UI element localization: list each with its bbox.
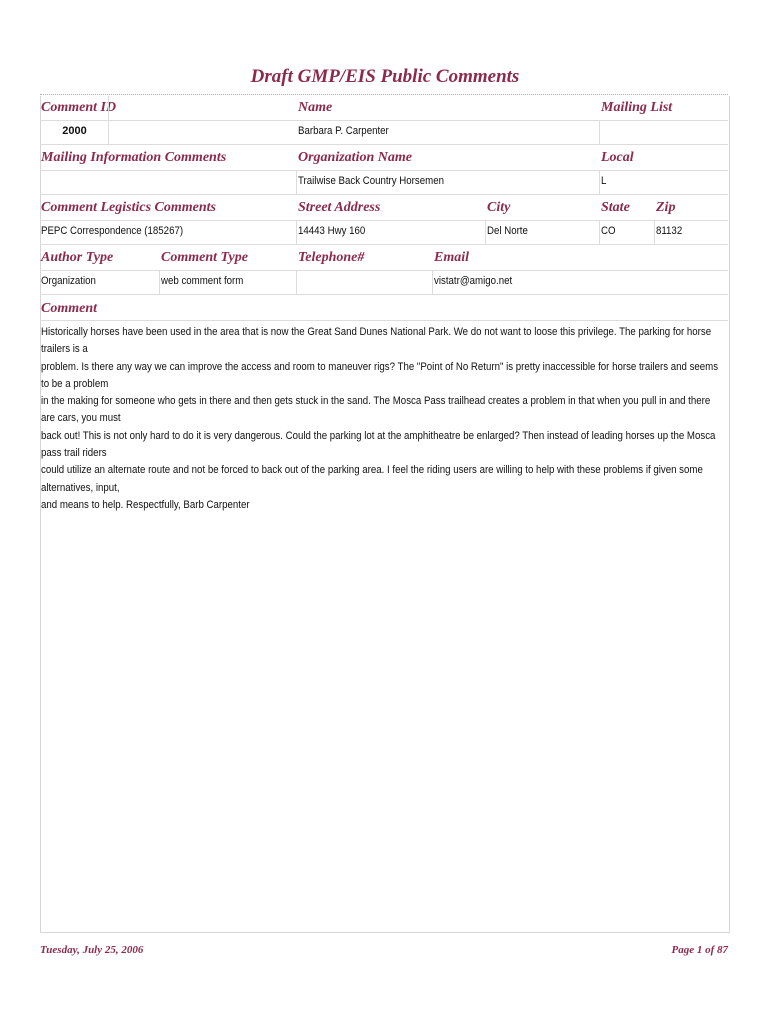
row-divider bbox=[40, 194, 728, 195]
comment-line: and means to help. Respectfully, Barb Carpenter bbox=[41, 498, 250, 511]
comment-logistics-label: Comment Legistics Comments bbox=[41, 200, 217, 215]
comment-id-label: Comment ID bbox=[41, 100, 117, 115]
telephone-label: Telephone# bbox=[298, 250, 365, 265]
comment-type-value: web comment form bbox=[161, 275, 244, 287]
column-divider bbox=[654, 220, 655, 244]
comment-line: Historically horses have been used in the area that is now the Great Sand Dunes National Park. We do not want to loose this privilege. The parking for horse trailers is a bbox=[41, 326, 712, 356]
city-value: Del Norte bbox=[487, 225, 528, 237]
street-address-label: Street Address bbox=[298, 200, 381, 215]
comment-label: Comment bbox=[41, 301, 98, 316]
email-label: Email bbox=[434, 250, 470, 265]
name-value: Barbara P. Carpenter bbox=[298, 125, 389, 137]
column-divider bbox=[599, 120, 600, 144]
local-label: Local bbox=[601, 150, 634, 165]
comment-body bbox=[41, 324, 724, 514]
street-address-value: 14443 Hwy 160 bbox=[298, 225, 366, 237]
title-divider bbox=[40, 94, 728, 95]
column-divider bbox=[485, 220, 486, 244]
column-divider bbox=[599, 170, 600, 194]
comment-line: problem. Is there any way we can improve the access and room to maneuver rigs? The "Point of No Return" is pretty inaccessible for horse trailers and seems to be a problem bbox=[41, 360, 719, 390]
row-divider bbox=[40, 244, 728, 245]
column-divider bbox=[432, 270, 433, 294]
local-value: L bbox=[601, 175, 607, 187]
column-divider bbox=[599, 220, 600, 244]
organization-name-label: Organization Name bbox=[298, 150, 412, 165]
column-divider bbox=[159, 270, 160, 294]
comment-line: back out! This is not only hard to do it is very dangerous. Could the parking lot at the amphitheatre be enlarged? Then instead of leading horses up the Mosca pass trail riders bbox=[41, 429, 716, 460]
comment-line: could utilize an alternate route and not be forced to back out of the parking area. I feel the riding users are willing to help with these problems if given some alternatives, input, bbox=[41, 464, 703, 494]
page-title: Draft GMP/EIS Public Comments bbox=[250, 66, 520, 87]
row-divider bbox=[40, 294, 728, 295]
author-type-label: Author Type bbox=[41, 250, 114, 265]
row-divider bbox=[40, 270, 728, 271]
organization-name-value: Trailwise Back Country Horsemen bbox=[298, 175, 444, 187]
row-divider bbox=[40, 120, 728, 121]
state-value: CO bbox=[601, 225, 616, 237]
column-divider bbox=[296, 170, 297, 194]
row-divider bbox=[40, 170, 728, 171]
column-divider bbox=[108, 96, 109, 144]
mailing-list-label: Mailing List bbox=[601, 100, 673, 115]
comment-logistics-value: PEPC Correspondence (185267) bbox=[41, 225, 184, 237]
comment-line: in the making for someone who gets in there and then gets stuck in the sand. The Mosca Pass trailhead creates a problem in that when you pull in and there are cars, you must bbox=[41, 395, 711, 425]
author-type-value: Organization bbox=[41, 275, 96, 287]
state-label: State bbox=[601, 200, 630, 215]
footer-date: Tuesday, July 25, 2006 bbox=[40, 944, 144, 956]
row-divider bbox=[40, 144, 728, 145]
email-value: vistatr@amigo.net bbox=[434, 275, 513, 287]
row-divider bbox=[40, 220, 728, 221]
record-frame bbox=[40, 96, 730, 933]
zip-label: Zip bbox=[656, 200, 676, 215]
city-label: City bbox=[487, 200, 511, 215]
page-number: Page 1 of 87 bbox=[671, 944, 728, 956]
zip-value: 81132 bbox=[656, 225, 683, 237]
comment-type-label: Comment Type bbox=[161, 250, 248, 265]
mailing-info-comments-label: Mailing Information Comments bbox=[41, 150, 227, 165]
column-divider bbox=[296, 220, 297, 244]
name-label: Name bbox=[298, 100, 333, 115]
column-divider bbox=[296, 270, 297, 294]
comment-id-value: 2000 bbox=[62, 125, 87, 137]
row-divider bbox=[40, 320, 728, 321]
